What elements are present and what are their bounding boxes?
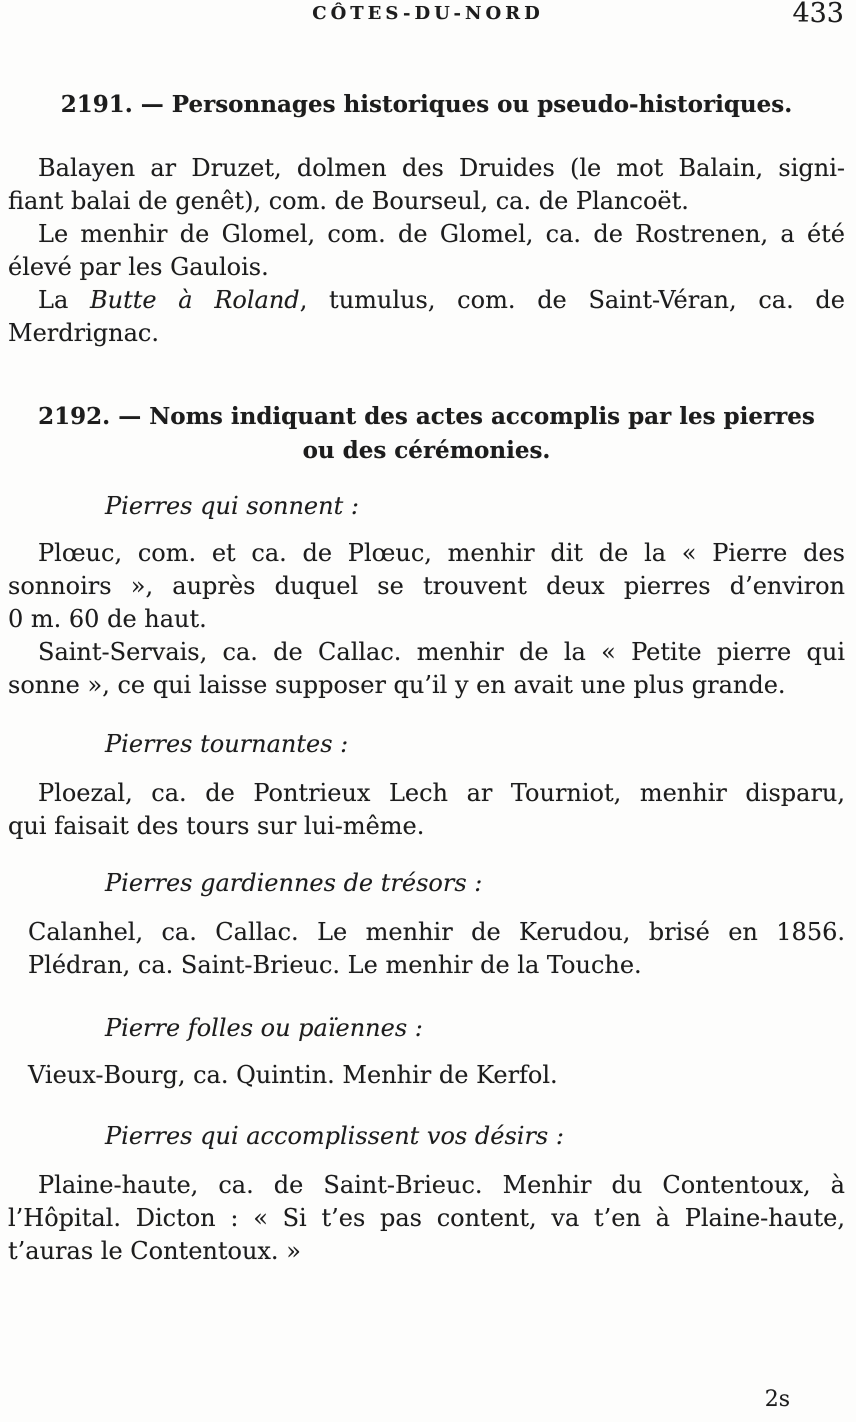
paragraph-line: Ploezal, ca. de Pontrieux Lech ar Tourniot, menhir disparu, — [38, 779, 845, 807]
subheading-text: Pierre folles ou païennes : — [105, 1014, 423, 1042]
section-heading — [8, 88, 845, 122]
paragraph-line: fiant balai de genêt), com. de Bourseul, ca. de Plancoët. — [8, 187, 689, 215]
subheading — [8, 867, 845, 900]
paragraph-text: La — [38, 286, 90, 314]
paragraph-line: Le menhir de Glomel, com. de Glomel, ca. de Rostrenen, a été — [38, 220, 845, 248]
section-heading-text: 2191. — Personnages historiques ou pseudo-historiques. — [60, 91, 793, 118]
paragraph-line: élevé par les Gaulois. — [8, 253, 269, 281]
paragraph-line: Saint-Servais, ca. de Callac. menhir de la « Petite pierre qui — [38, 638, 845, 666]
paragraph-line: sonne », ce qui laisse supposer qu’il y en avait une plus grande. — [8, 671, 786, 699]
subheading — [8, 1012, 845, 1045]
paragraph — [8, 777, 845, 843]
paragraph-line: Balayen ar Druzet, dolmen des Druides (le mot Balain, signi- — [38, 154, 845, 182]
paragraph — [8, 152, 845, 218]
paragraph-line: l’Hôpital. Dicton : « Si t’es pas content, va t’en à Plaine-haute, — [8, 1204, 845, 1232]
paragraph-line: qui faisait des tours sur lui-même. — [8, 812, 425, 840]
subheading — [8, 728, 845, 761]
signature-mark: 2s — [764, 1387, 790, 1412]
subheading-text: Pierres qui sonnent : — [105, 492, 359, 520]
paragraph — [8, 218, 845, 284]
subheading-text: Pierres qui accomplissent vos désirs : — [105, 1122, 564, 1150]
paragraph — [8, 284, 845, 350]
paragraph-line: 0 m. 60 de haut. — [8, 605, 207, 633]
section-heading-text: ou des cérémonies. — [302, 437, 551, 464]
paragraph — [8, 1169, 845, 1268]
paragraph-line: Plaine-haute, ca. de Saint-Brieuc. Menhir du Contentoux, à — [38, 1171, 845, 1199]
paragraph-line: sonnoirs », auprès duquel se trouvent deux pierres d’environ — [8, 572, 845, 600]
paragraph — [8, 1059, 845, 1092]
section-heading-text: 2192. — Noms indiquant des actes accomplis par les pierres — [38, 403, 815, 430]
paragraph-line: Plœuc, com. et ca. de Plœuc, menhir dit de la « Pierre des — [38, 539, 845, 567]
paragraph-line: Merdrignac. — [8, 319, 159, 347]
italic-term: Butte à Roland — [89, 286, 300, 314]
subheading-text: Pierres tournantes : — [105, 730, 349, 758]
subheading — [8, 490, 845, 523]
paragraph-line: Plédran, ca. Saint-Brieuc. Le menhir de la Touche. — [28, 951, 642, 979]
paragraph — [8, 636, 845, 702]
paragraph — [8, 537, 845, 636]
paragraph-text: , tumulus, com. de Saint-Véran, ca. de — [299, 286, 845, 314]
section-heading — [8, 400, 845, 468]
paragraph-line: t’auras le Contentoux. » — [8, 1237, 301, 1265]
page-number: 433 — [792, 0, 844, 29]
subheading — [8, 1120, 845, 1153]
paragraph-line — [8, 284, 845, 317]
paragraph-line: Calanhel, ca. Callac. Le menhir de Kerudou, brisé en 1856. — [28, 918, 845, 946]
running-title: CÔTES-DU-NORD — [312, 3, 544, 24]
paragraph — [8, 916, 845, 982]
paragraph-line: Vieux-Bourg, ca. Quintin. Menhir de Kerfol. — [28, 1061, 558, 1089]
page-body — [8, 84, 845, 1268]
subheading-text: Pierres gardiennes de trésors : — [105, 869, 483, 897]
